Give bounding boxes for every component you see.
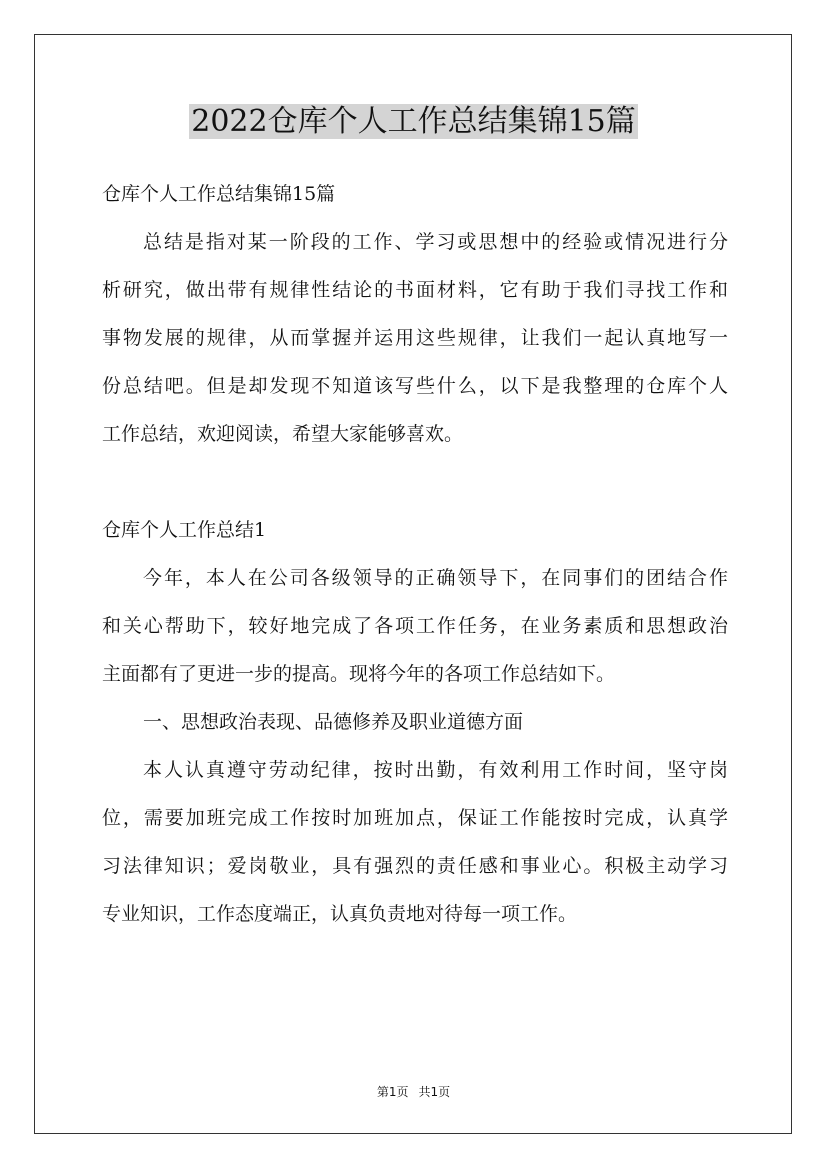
section-heading: 仓库个人工作总结1 <box>102 519 267 541</box>
subsection-heading: 一、思想政治表现、品德修养及职业道德方面 <box>143 711 524 733</box>
document-body <box>102 170 728 938</box>
page-total: 共1页 <box>418 1085 451 1099</box>
document-subtitle: 仓库个人工作总结集锦15篇 <box>102 183 336 205</box>
document-title <box>0 101 827 143</box>
section1-line: 和关心帮助下，较好地完成了各项工作任务，在业务素质和思想政治 <box>102 615 728 637</box>
section2-line: 习法律知识；爱岗敬业，具有强烈的责任感和事业心。积极主动学习 <box>102 855 728 877</box>
intro-line: 析研究，做出带有规律性结论的书面材料，它有助于我们寻找工作和 <box>102 279 728 301</box>
paragraph-gap <box>102 458 728 506</box>
intro-line: 工作总结，欢迎阅读，希望大家能够喜欢。 <box>102 423 464 445</box>
document-title-text: 2022仓库个人工作总结集锦15篇 <box>191 104 636 139</box>
section2-line: 本人认真遵守劳动纪律，按时出勤，有效利用工作时间，坚守岗 <box>143 759 728 781</box>
intro-line: 总结是指对某一阶段的工作、学习或思想中的经验或情况进行分 <box>143 231 728 253</box>
intro-line: 份总结吧。但是却发现不知道该写些什么，以下是我整理的仓库个人 <box>102 375 728 397</box>
section2-line: 位，需要加班完成工作按时加班加点，保证工作能按时完成，认真学 <box>102 807 728 829</box>
section1-line: 主面都有了更进一步的提高。现将今年的各项工作总结如下。 <box>102 663 616 685</box>
page-number: 第1页 <box>376 1085 409 1099</box>
section1-line: 今年，本人在公司各级领导的正确领导下，在同事们的团结合作 <box>143 567 728 589</box>
section2-line: 专业知识，工作态度端正，认真负责地对待每一项工作。 <box>102 903 578 925</box>
page-footer <box>0 1083 827 1100</box>
intro-line: 事物发展的规律，从而掌握并运用这些规律，让我们一起认真地写一 <box>102 327 728 349</box>
